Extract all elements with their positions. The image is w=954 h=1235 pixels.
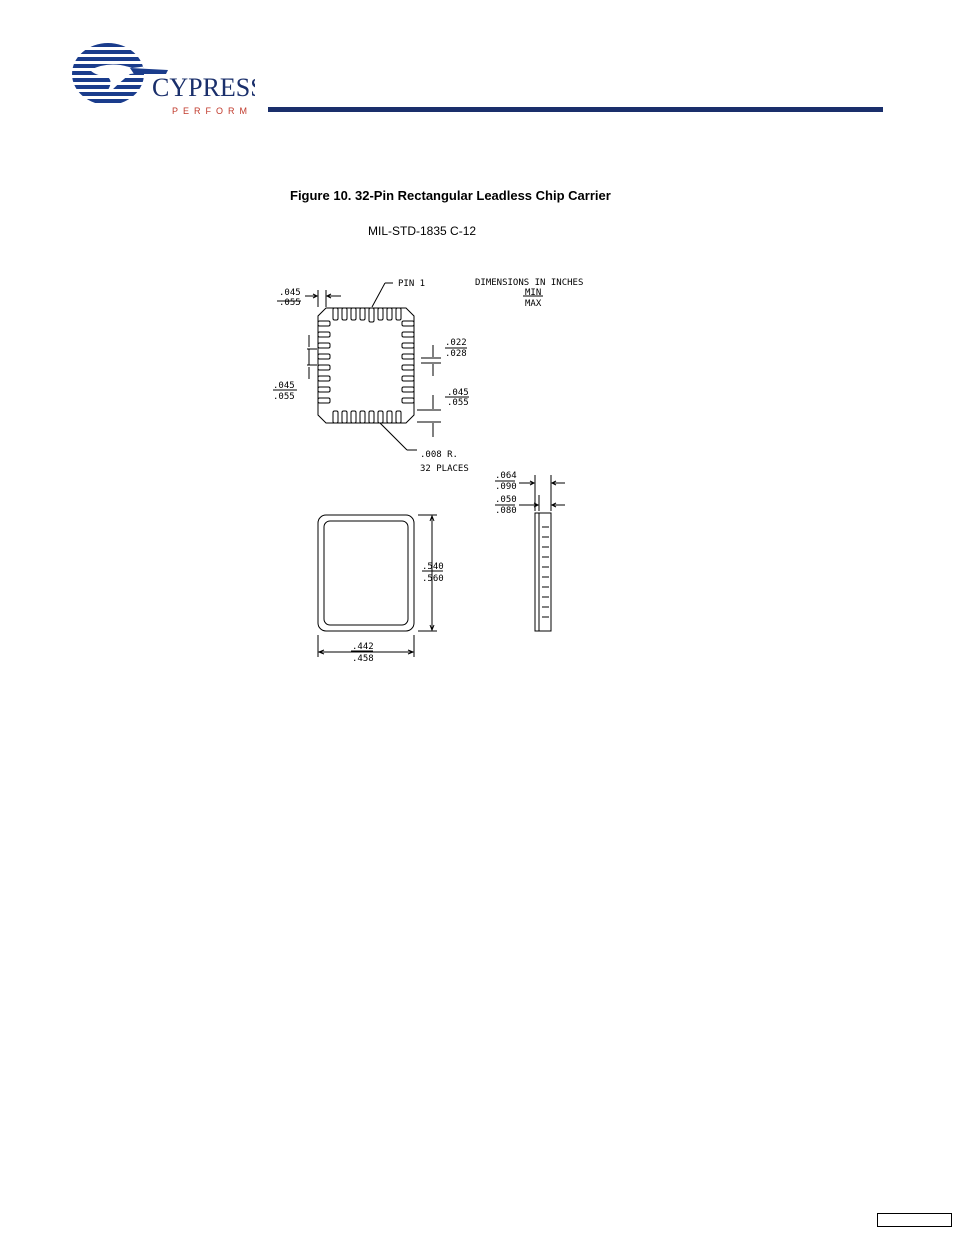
package-side-view bbox=[535, 513, 551, 631]
figure-subtitle: MIL-STD-1835 C-12 bbox=[368, 224, 477, 238]
cypress-logo bbox=[70, 40, 255, 120]
svg-text:CYPRESS: CYPRESS bbox=[152, 73, 255, 102]
dim-pad-min: .022 bbox=[445, 338, 467, 348]
dim-top-max: .055 bbox=[279, 298, 301, 308]
dim-left-min: .045 bbox=[273, 381, 295, 391]
dimensions-max: MAX bbox=[525, 299, 542, 309]
svg-text:PERFORM: PERFORM bbox=[172, 106, 252, 116]
dim-lead-min: .050 bbox=[495, 495, 517, 505]
dim-thickness-max: .090 bbox=[495, 482, 517, 492]
dim-pitch-min: .045 bbox=[447, 388, 469, 398]
dim-pitch-max: .055 bbox=[447, 398, 469, 408]
package-drawing bbox=[255, 265, 615, 675]
dim-pad-max: .028 bbox=[445, 349, 467, 359]
figure-title: Figure 10. 32-Pin Rectangular Leadless Chip Carrier bbox=[290, 188, 611, 203]
dimensions-heading: DIMENSIONS IN INCHES bbox=[475, 278, 584, 288]
package-outline-bottom-view bbox=[318, 515, 414, 631]
pin1-label: PIN 1 bbox=[398, 279, 426, 289]
dim-height-min: .540 bbox=[422, 562, 444, 572]
cypress-logo-icon bbox=[70, 40, 255, 120]
package-outline-top-view bbox=[318, 308, 414, 423]
dim-width-min: .442 bbox=[352, 642, 374, 652]
dim-top-min: .045 bbox=[279, 288, 301, 298]
dim-lead-max: .080 bbox=[495, 506, 517, 516]
dim-thickness-min: .064 bbox=[495, 471, 517, 481]
dim-height-max: .560 bbox=[422, 574, 444, 584]
footer-page-box bbox=[877, 1213, 952, 1227]
radius-label: .008 R. bbox=[420, 450, 458, 460]
dim-left-max: .055 bbox=[273, 392, 295, 402]
header-rule bbox=[268, 107, 883, 112]
dimensions-min: MIN bbox=[525, 288, 542, 298]
dim-width-max: .458 bbox=[352, 654, 374, 664]
places-label: 32 PLACES bbox=[420, 464, 469, 474]
